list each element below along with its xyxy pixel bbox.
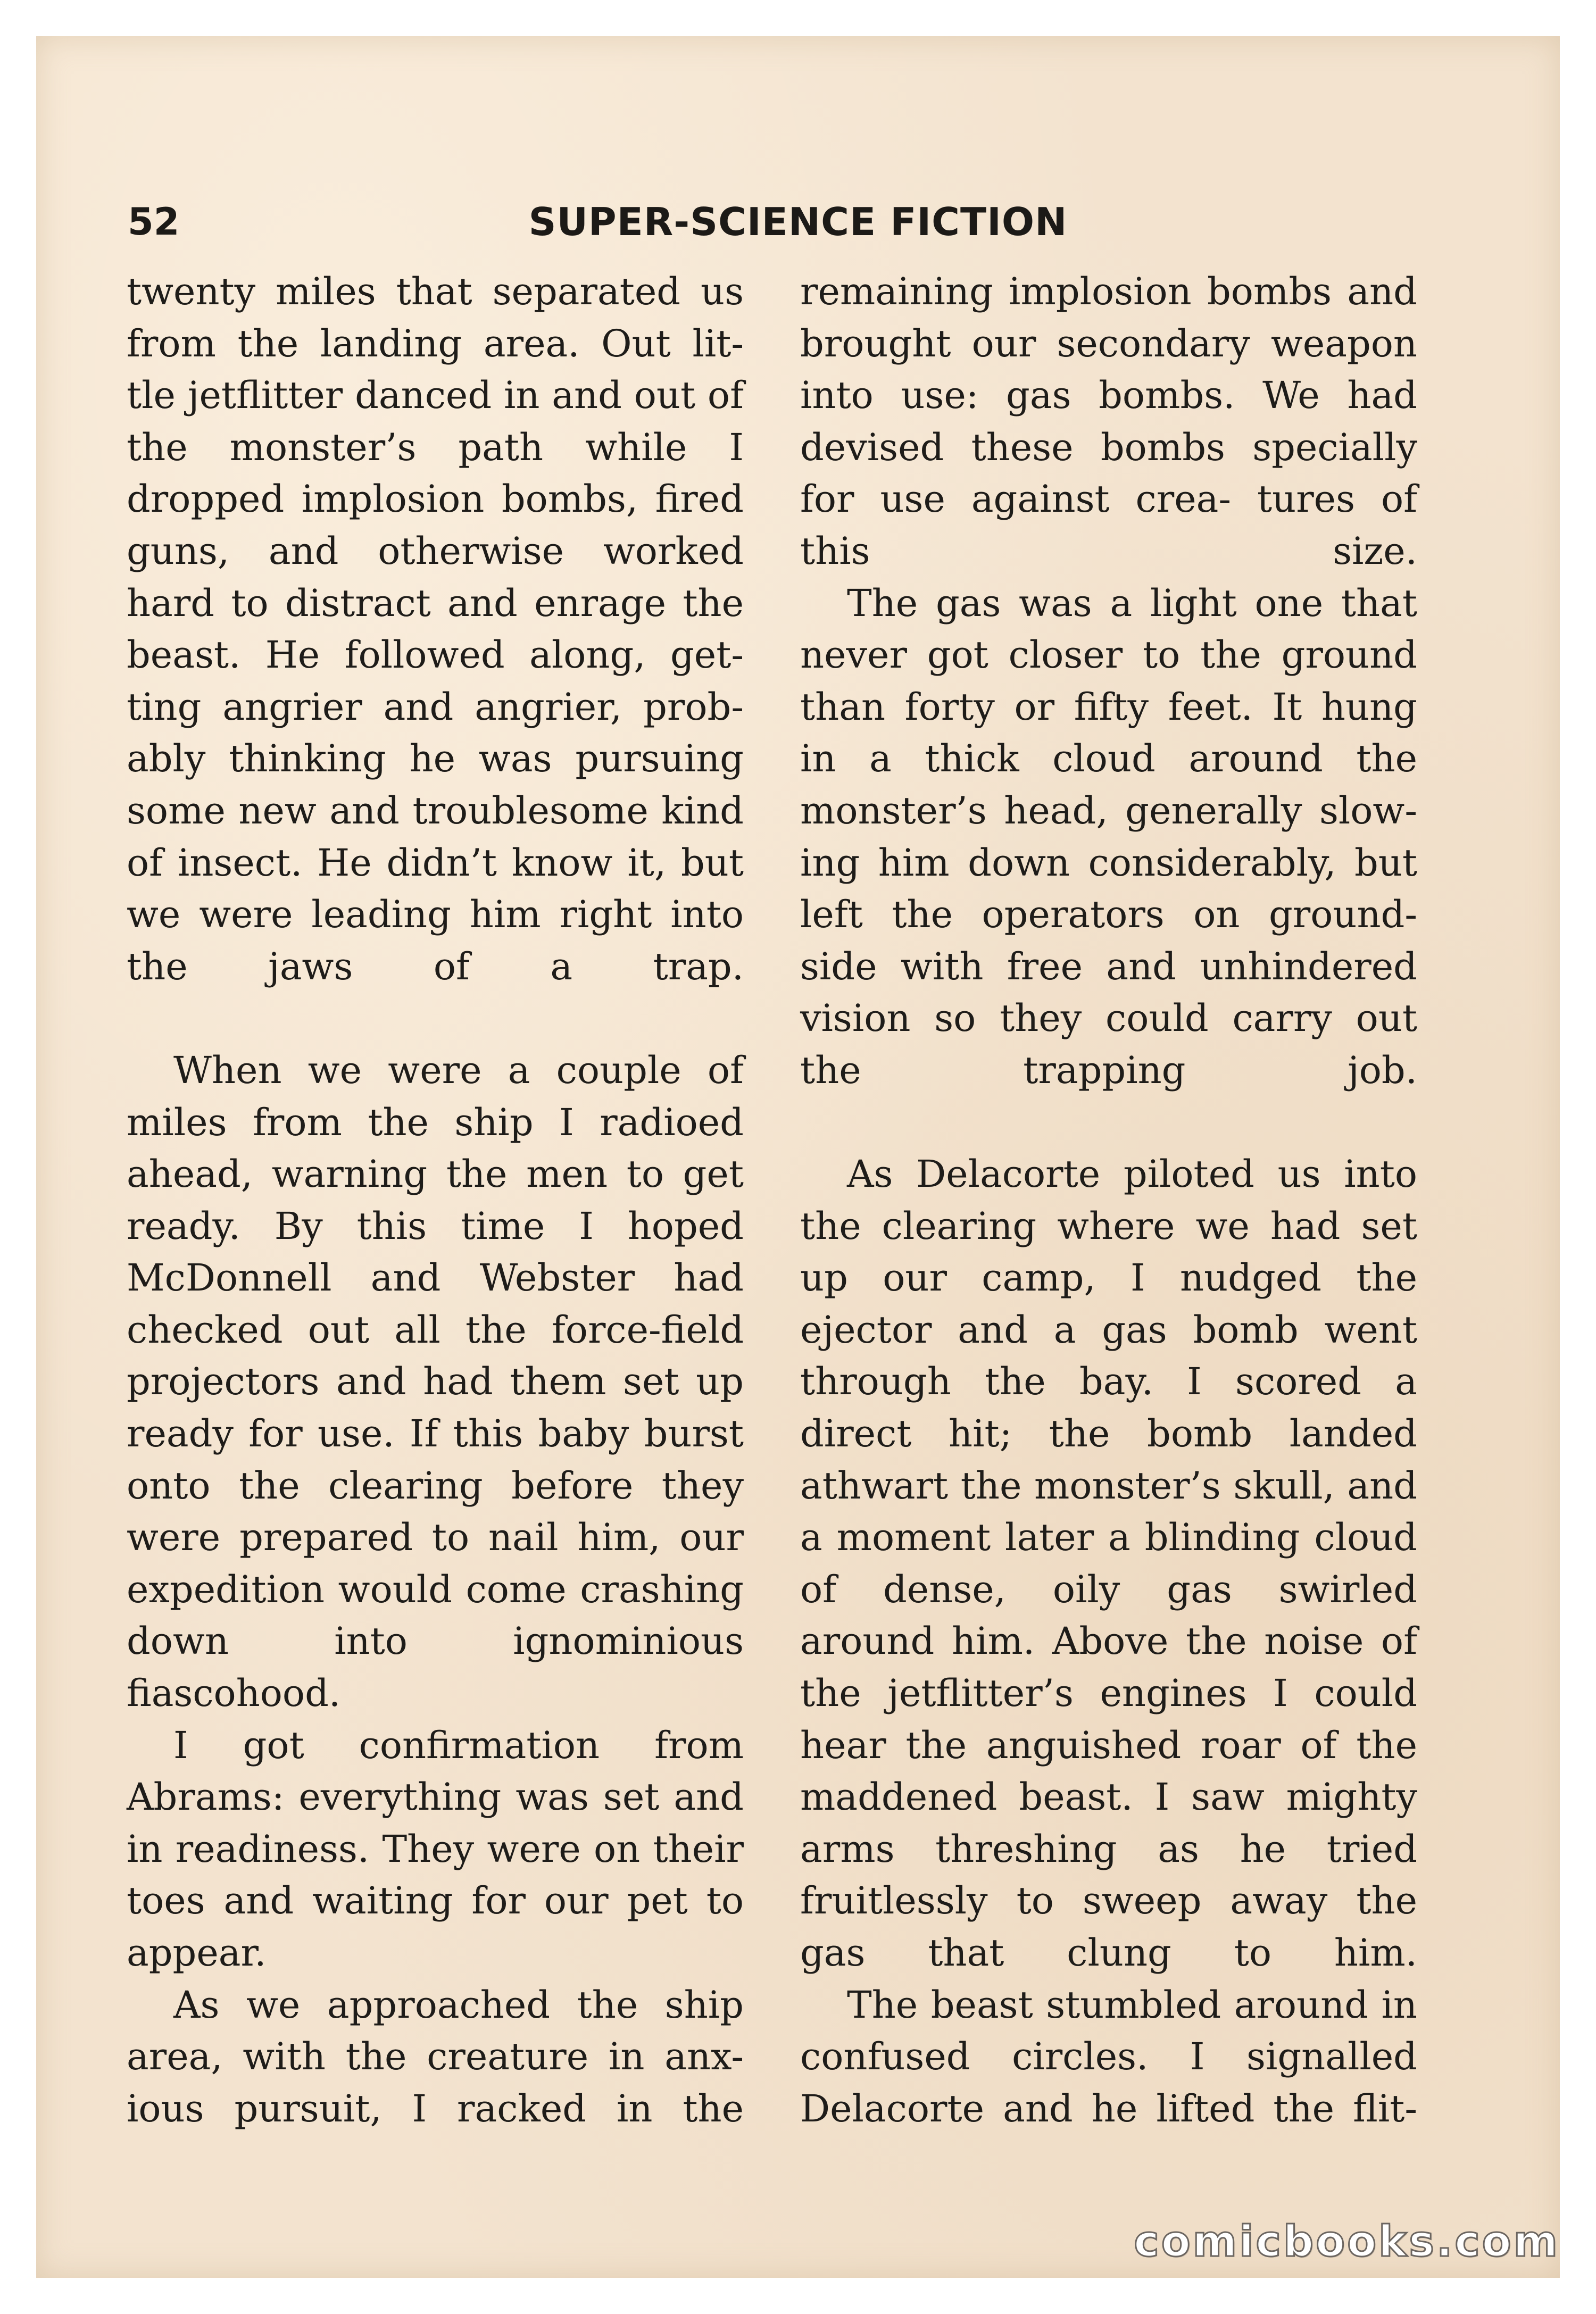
right-text-column	[800, 266, 1417, 2135]
section-break	[800, 1097, 1417, 1149]
section-break	[127, 993, 744, 1045]
paragraph: The gas was a light one that never got closer to the ground than forty or fifty feet. It hung in a thick cloud around the monster’s head, generally slow- ing him down considerably, but left the operators on ground- side with free and unhindered vision so they could carry out the trapping job.	[800, 581, 1417, 1092]
paragraph: As Delacorte piloted us into the clearing where we had set up our camp, I nudged the ejector and a gas bomb went through the bay. I scored a direct hit; the bomb landed athwart the monster’s skull, and a moment later a blinding cloud of dense, oily gas swirled around him. Above the noise of the jetflitter’s engines I could hear the anguished roar of the maddened beast. I saw mighty arms threshing as he tried fruitlessly to sweep away the gas that clung to him.	[800, 1152, 1417, 1975]
page-number: 52	[128, 200, 180, 244]
paragraph: twenty miles that separated us from the landing area. Out lit- tle jetflitter danced in and out of the monster’s path while I dropped implosion bombs, fired guns, and otherwise worked hard to distract and enrage the beast. He followed along, get- ting angrier and angrier, prob- ably thinking he was pursuing some new and troublesome kind of insect. He didn’t know it, but we were leading him right into the jaws of a trap.	[127, 270, 744, 988]
running-head: SUPER-SCIENCE FICTION	[528, 199, 1068, 244]
watermark: comicbooks.com	[1134, 2217, 1560, 2266]
paragraph: The beast stumbled around in confused circles. I signalled Delacorte and he lifted the flit-	[800, 1983, 1417, 2130]
paragraph: I got confirmation from Abrams: everything was set and in readiness. They were on their toes and waiting for our pet to appear.	[127, 1723, 744, 1975]
page-header	[0, 193, 1596, 251]
paragraph: remaining implosion bombs and brought our secondary weapon into use: gas bombs. We had devised these bombs specially for use against crea- tures of this size.	[800, 270, 1417, 573]
paragraph: As we approached the ship area, with the creature in anx- ious pursuit, I racked in the	[127, 1983, 744, 2130]
paragraph: When we were a couple of miles from the ship I radioed ahead, warning the men to get ready. By this time I hoped McDonnell and Webster had checked out all the force-field projectors and had them set up ready for use. If this baby burst onto the clearing before they were prepared to nail him, our expedition would come crashing down into ignominious fiascohood.	[127, 1048, 744, 1716]
left-text-column	[127, 266, 744, 2135]
